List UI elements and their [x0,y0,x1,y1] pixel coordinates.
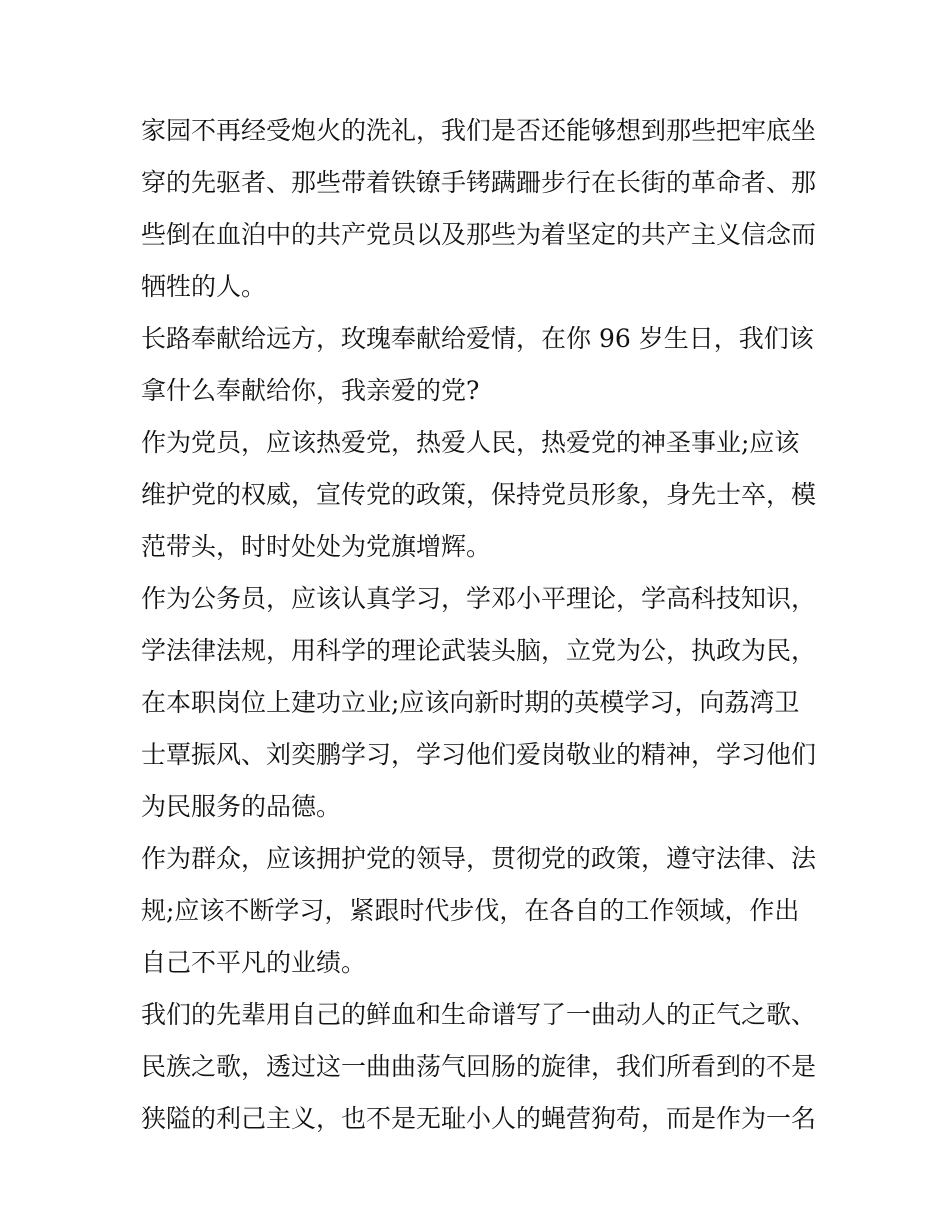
document-body [141,105,821,1145]
text-line: 我们的先辈用自己的鲜血和生命谱写了一曲动人的正气之歌、 [141,1000,817,1029]
text-line: 作为党员，应该热爱党，热爱人民，热爱党的神圣事业;应该 [141,428,800,457]
text-line: 狭隘的利己主义，也不是无耻小人的蝇营狗苟，而是作为一名 [141,1104,817,1133]
text-line: 为民服务的品德。 [141,792,342,821]
text-line: 民族之歌，透过这一曲曲荡气回肠的旋律，我们所看到的不是 [141,1052,817,1081]
text-line: 士覃振风、刘奕鹏学习，学习他们爱岗敬业的精神，学习他们 [141,740,817,769]
text-line: 自己不平凡的业绩。 [141,948,367,977]
text-line: 家园不再经受炮火的洗礼，我们是否还能够想到那些把牢底坐 [141,116,817,145]
text-line: 作为公务员，应该认真学习，学邓小平理论，学高科技知识， [141,584,817,613]
text-line: 范带头，时时处处为党旗增辉。 [141,532,492,561]
text-line: 维护党的权威，宣传党的政策，保持党员形象，身先士卒，模 [141,480,817,509]
text-line: 在本职岗位上建功立业;应该向新时期的英模学习，向荔湾卫 [141,688,800,717]
text-line: 学法律法规，用科学的理论武装头脑，立党为公，执政为民， [141,636,817,665]
text-line: 穿的先驱者、那些带着铁镣手铐蹒跚步行在长街的革命者、那 [141,168,817,197]
text-line: 规;应该不断学习，紧跟时代步伐，在各自的工作领域，作出 [141,896,800,925]
text-line: 长路奉献给远方，玫瑰奉献给爱情，在你 96 岁生日，我们该 [141,324,814,353]
text-line: 些倒在血泊中的共产党员以及那些为着坚定的共产主义信念而 [141,220,817,249]
text-line: 牺牲的人。 [141,272,267,301]
text-line: 作为群众，应该拥护党的领导，贯彻党的政策，遵守法律、法 [141,844,817,873]
text-line: 拿什么奉献给你，我亲爱的党? [141,376,480,405]
